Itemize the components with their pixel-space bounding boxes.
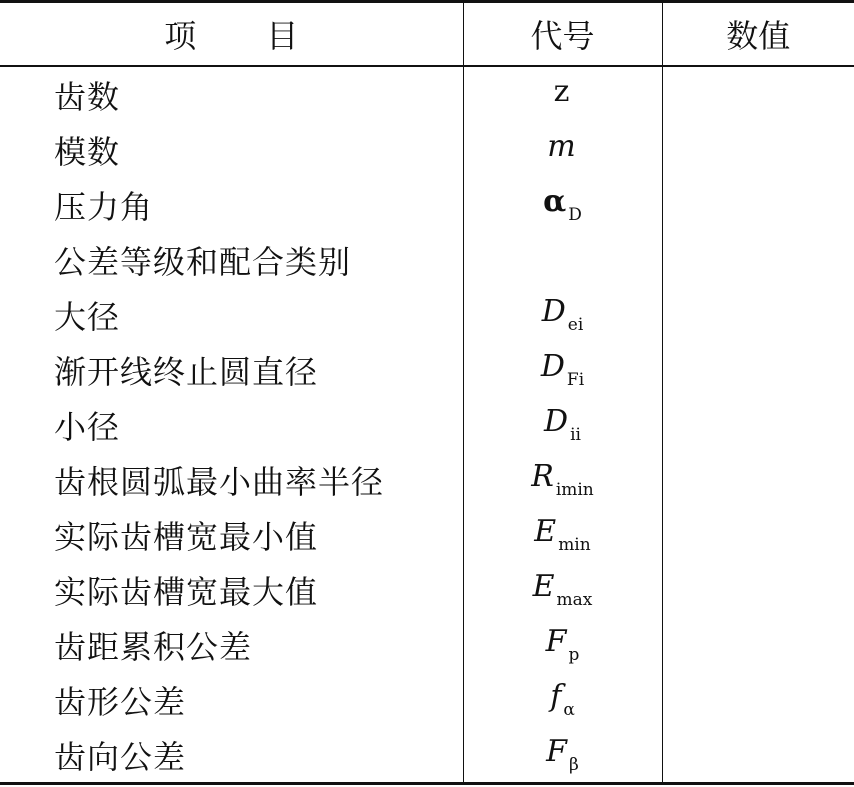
row-value bbox=[662, 562, 854, 617]
code-subscript: Fi bbox=[566, 370, 585, 390]
code-symbol: α bbox=[543, 184, 567, 219]
row-code bbox=[463, 562, 662, 617]
row-item: 实际齿槽宽最小值 bbox=[54, 517, 319, 556]
row-item: 齿距累积公差 bbox=[54, 627, 253, 666]
table-row bbox=[0, 177, 854, 232]
table-row bbox=[0, 617, 854, 672]
table-row bbox=[0, 66, 854, 122]
row-code bbox=[463, 727, 662, 784]
row-item: 大径 bbox=[54, 297, 121, 336]
row-value bbox=[662, 287, 854, 342]
row-value bbox=[662, 342, 854, 397]
table-row bbox=[0, 122, 854, 177]
row-value bbox=[662, 66, 854, 122]
row-code bbox=[463, 397, 662, 452]
code-symbol: E bbox=[532, 569, 555, 604]
header-item-part-a: 项 bbox=[164, 17, 197, 55]
table-row bbox=[0, 562, 854, 617]
code-subscript: D bbox=[568, 205, 582, 225]
row-item: 齿向公差 bbox=[54, 737, 187, 776]
row-code bbox=[463, 232, 662, 287]
row-value bbox=[662, 122, 854, 177]
code-symbol: D bbox=[541, 294, 566, 329]
row-code bbox=[463, 507, 662, 562]
code-subscript: imin bbox=[555, 480, 594, 500]
row-code bbox=[463, 287, 662, 342]
header-code: 代号 bbox=[463, 2, 662, 67]
table-header-row bbox=[0, 2, 854, 67]
row-code bbox=[463, 672, 662, 727]
row-code bbox=[463, 177, 662, 232]
row-item: 渐开线终止圆直径 bbox=[54, 352, 319, 391]
table-row bbox=[0, 452, 854, 507]
row-value bbox=[662, 177, 854, 232]
row-value bbox=[662, 617, 854, 672]
table-row bbox=[0, 397, 854, 452]
header-item-part-b: 目 bbox=[266, 17, 299, 55]
row-code bbox=[463, 452, 662, 507]
code-symbol: D bbox=[540, 349, 565, 384]
header-value: 数值 bbox=[662, 2, 854, 67]
table-row bbox=[0, 232, 854, 287]
row-value bbox=[662, 232, 854, 287]
table-row bbox=[0, 672, 854, 727]
row-item: 公差等级和配合类别 bbox=[54, 242, 352, 281]
code-subscript: α bbox=[563, 700, 575, 720]
code-symbol: E bbox=[534, 514, 557, 549]
code-subscript: min bbox=[558, 535, 591, 555]
row-item: 小径 bbox=[54, 407, 121, 446]
code-subscript: p bbox=[568, 645, 580, 665]
table-row bbox=[0, 727, 854, 784]
code-symbol: f bbox=[550, 679, 562, 714]
row-item: 齿根圆弧最小曲率半径 bbox=[54, 462, 385, 501]
row-item: 模数 bbox=[54, 132, 121, 171]
code-subscript: ei bbox=[567, 315, 584, 335]
code-symbol: R bbox=[531, 459, 554, 494]
code-symbol: D bbox=[544, 404, 569, 439]
code-symbol: z bbox=[553, 74, 570, 109]
table-row bbox=[0, 342, 854, 397]
row-value bbox=[662, 452, 854, 507]
row-code bbox=[463, 617, 662, 672]
header-item bbox=[0, 2, 463, 67]
table-row bbox=[0, 507, 854, 562]
code-symbol: m bbox=[547, 129, 576, 164]
code-subscript: ii bbox=[570, 425, 581, 445]
row-value bbox=[662, 672, 854, 727]
row-value bbox=[662, 397, 854, 452]
table-row bbox=[0, 287, 854, 342]
row-item: 实际齿槽宽最大值 bbox=[54, 572, 319, 611]
row-item: 压力角 bbox=[54, 187, 154, 226]
code-symbol: F bbox=[545, 624, 567, 659]
row-code bbox=[463, 342, 662, 397]
row-value bbox=[662, 507, 854, 562]
code-symbol: F bbox=[546, 734, 567, 769]
row-code bbox=[463, 122, 662, 177]
code-subscript: max bbox=[556, 590, 593, 610]
row-item: 齿形公差 bbox=[54, 682, 187, 721]
code-subscript: β bbox=[569, 755, 579, 775]
row-item: 齿数 bbox=[54, 77, 121, 116]
row-code bbox=[463, 66, 662, 122]
row-value bbox=[662, 727, 854, 784]
